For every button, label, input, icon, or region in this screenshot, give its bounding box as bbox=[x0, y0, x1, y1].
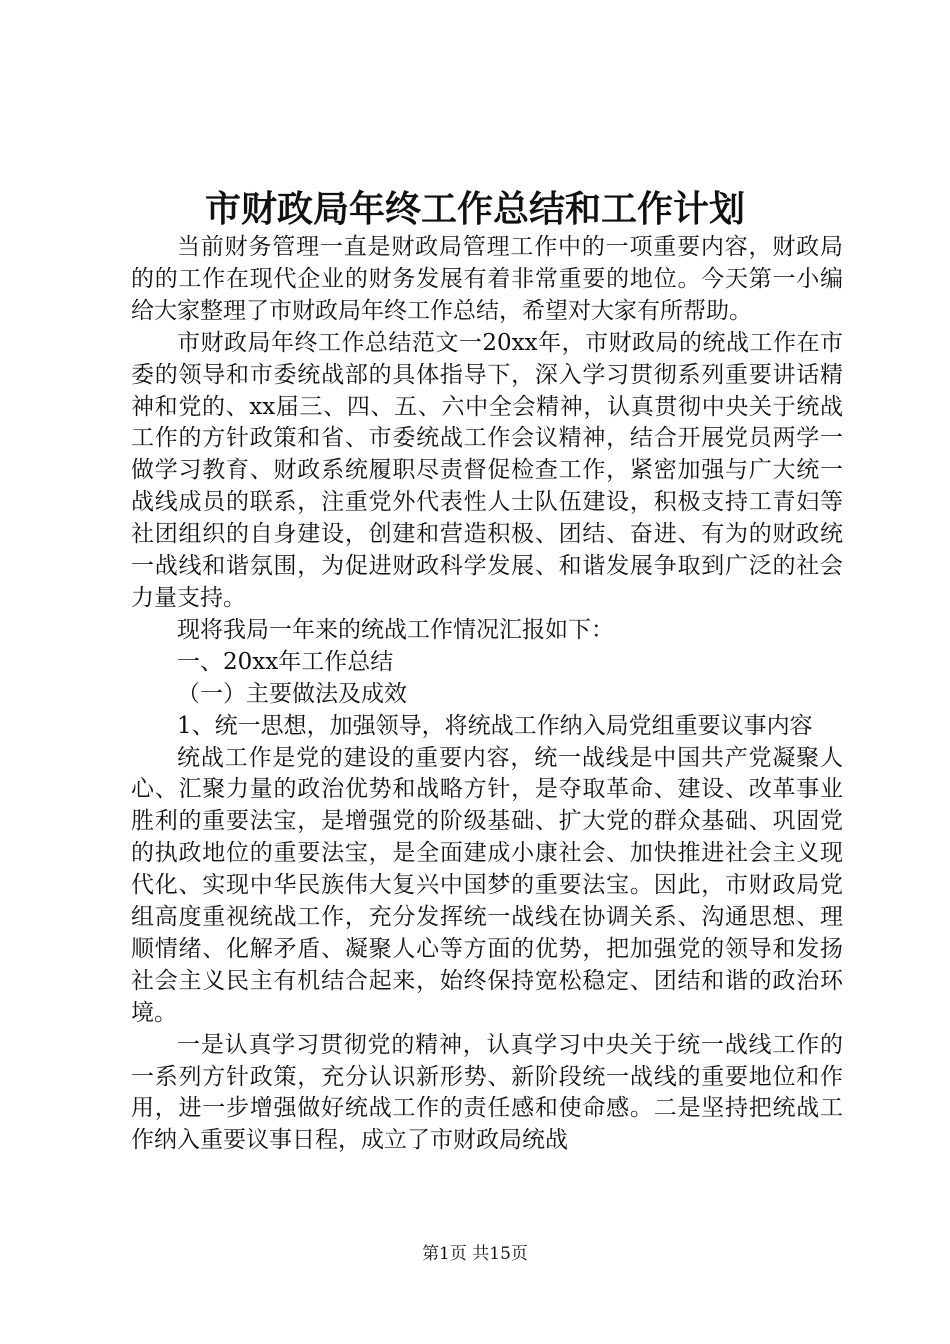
paragraph-summary: 市财政局年终工作总结范文一20xx年，市财政局的统战工作在市委的领导和市委统战部的具体指导下，深入学习贯彻系列重要讲话精神和党的、xx届三、四、五、六中全会精神，认真贯彻中央关于统战工作的方针政策和省、市委统战工作会议精神，结合开展党员两学一做学习教育、财政系统履职尽责督促检查工作，紧密加强与广大统一战线成员的联系，注重党外代表性人士队伍建设，积极支持工青妇等社团组织的自身建设，创建和营造积极、团结、奋进、有为的财政统一战线和谐氛围，为促进财政科学发展、和谐发展争取到广泛的社会力量支持。 bbox=[131, 329, 843, 611]
paragraph-study: 一是认真学习贯彻党的精神，认真学习中央关于统一战线工作的一系列方针政策，充分认识新形势、新阶段统一战线的重要地位和作用，进一步增强做好统战工作的责任感和使命感。二是坚持把统战工作纳入重要议事日程，成立了市财政局统战 bbox=[131, 1031, 843, 1154]
document-body bbox=[131, 232, 843, 1157]
item-heading: 1、统一思想，加强领导，将统战工作纳入局党组重要议事内容 bbox=[177, 712, 813, 739]
paragraph-united-front: 统战工作是党的建设的重要内容，统一战线是中国共产党凝聚人心、汇聚力量的政治优势和战略方针，是夺取革命、建设、改革事业胜利的重要法宝，是增强党的阶级基础、扩大党的群众基础、巩固党的执政地位的重要法宝，是全面建成小康社会、加快推进社会主义现代化、实现中华民族伟大复兴中国梦的重要法宝。因此，市财政局党组高度重视统战工作，充分发挥统一战线在协调关系、沟通思想、理顺情绪、化解矛盾、凝聚人心等方面的优势，把加强党的领导和发扬社会主义民主有机结合起来，始终保持宽松稳定、团结和谐的政治环境。 bbox=[131, 744, 843, 1026]
document-title: 市财政局年终工作总结和工作计划 bbox=[204, 188, 745, 230]
section-heading: 一、20xx年工作总结 bbox=[177, 648, 394, 675]
paragraph-intro: 当前财务管理一直是财政局管理工作中的一项重要内容，财政局的的工作在现代企业的财务发展有着非常重要的地位。今天第一小编给大家整理了市财政局年终工作总结，希望对大家有所帮助。 bbox=[131, 234, 843, 324]
page-footer: 第1页 共15页 bbox=[422, 1244, 528, 1264]
paragraph-report-lead: 现将我局一年来的统战工作情况汇报如下： bbox=[177, 616, 614, 643]
subsection-heading: （一）主要做法及成效 bbox=[177, 680, 407, 707]
